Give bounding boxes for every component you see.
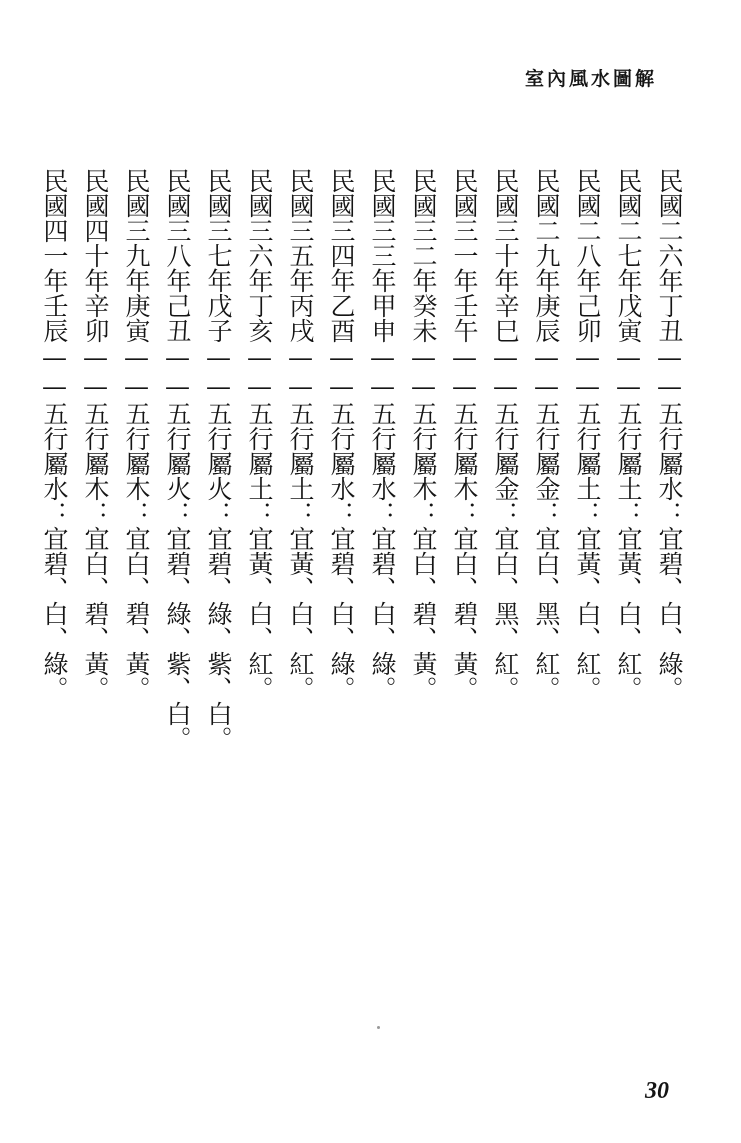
entry-column: 民國二六年丁丑——五行屬水：宜碧、白、綠。 [655, 168, 684, 701]
page-number: 30 [645, 1078, 669, 1104]
entry-column: 民國三五年丙戌——五行屬土：宜黃、白、紅。 [286, 168, 315, 701]
entry-column: 民國三六年丁亥——五行屬土：宜黃、白、紅。 [245, 168, 274, 701]
entry-column: 民國三十年辛巳——五行屬金：宜白、黑、紅。 [491, 168, 520, 701]
entry-column: 民國四十年辛卯——五行屬木：宜白、碧、黃。 [81, 168, 110, 701]
entry-column: 民國三七年戊子——五行屬火：宜碧、綠、紫、白。 [204, 168, 233, 751]
entry-column: 民國四一年壬辰——五行屬水：宜碧、白、綠。 [40, 168, 69, 701]
entry-column: 民國三一年壬午——五行屬木：宜白、碧、黃。 [450, 168, 479, 701]
entry-column: 民國三八年己丑——五行屬火：宜碧、綠、紫、白。 [163, 168, 192, 751]
entry-column: 民國二九年庚辰——五行屬金：宜白、黑、紅。 [532, 168, 561, 701]
page-header-title: 室內風水圖解 [524, 68, 657, 90]
entry-column: 民國三三年甲申——五行屬水：宜碧、白、綠。 [368, 168, 397, 701]
entry-column: 民國二七年戊寅——五行屬土：宜黃、白、紅。 [614, 168, 643, 701]
entries-column-group [39, 168, 685, 751]
entry-column: 民國三二年癸未——五行屬木：宜白、碧、黃。 [409, 168, 438, 701]
entry-column: 民國三九年庚寅——五行屬木：宜白、碧、黃。 [122, 168, 151, 701]
scan-speck [377, 1026, 380, 1029]
entry-column: 民國三四年乙酉——五行屬水：宜碧、白、綠。 [327, 168, 356, 701]
entry-column: 民國二八年己卯——五行屬土：宜黃、白、紅。 [573, 168, 602, 701]
